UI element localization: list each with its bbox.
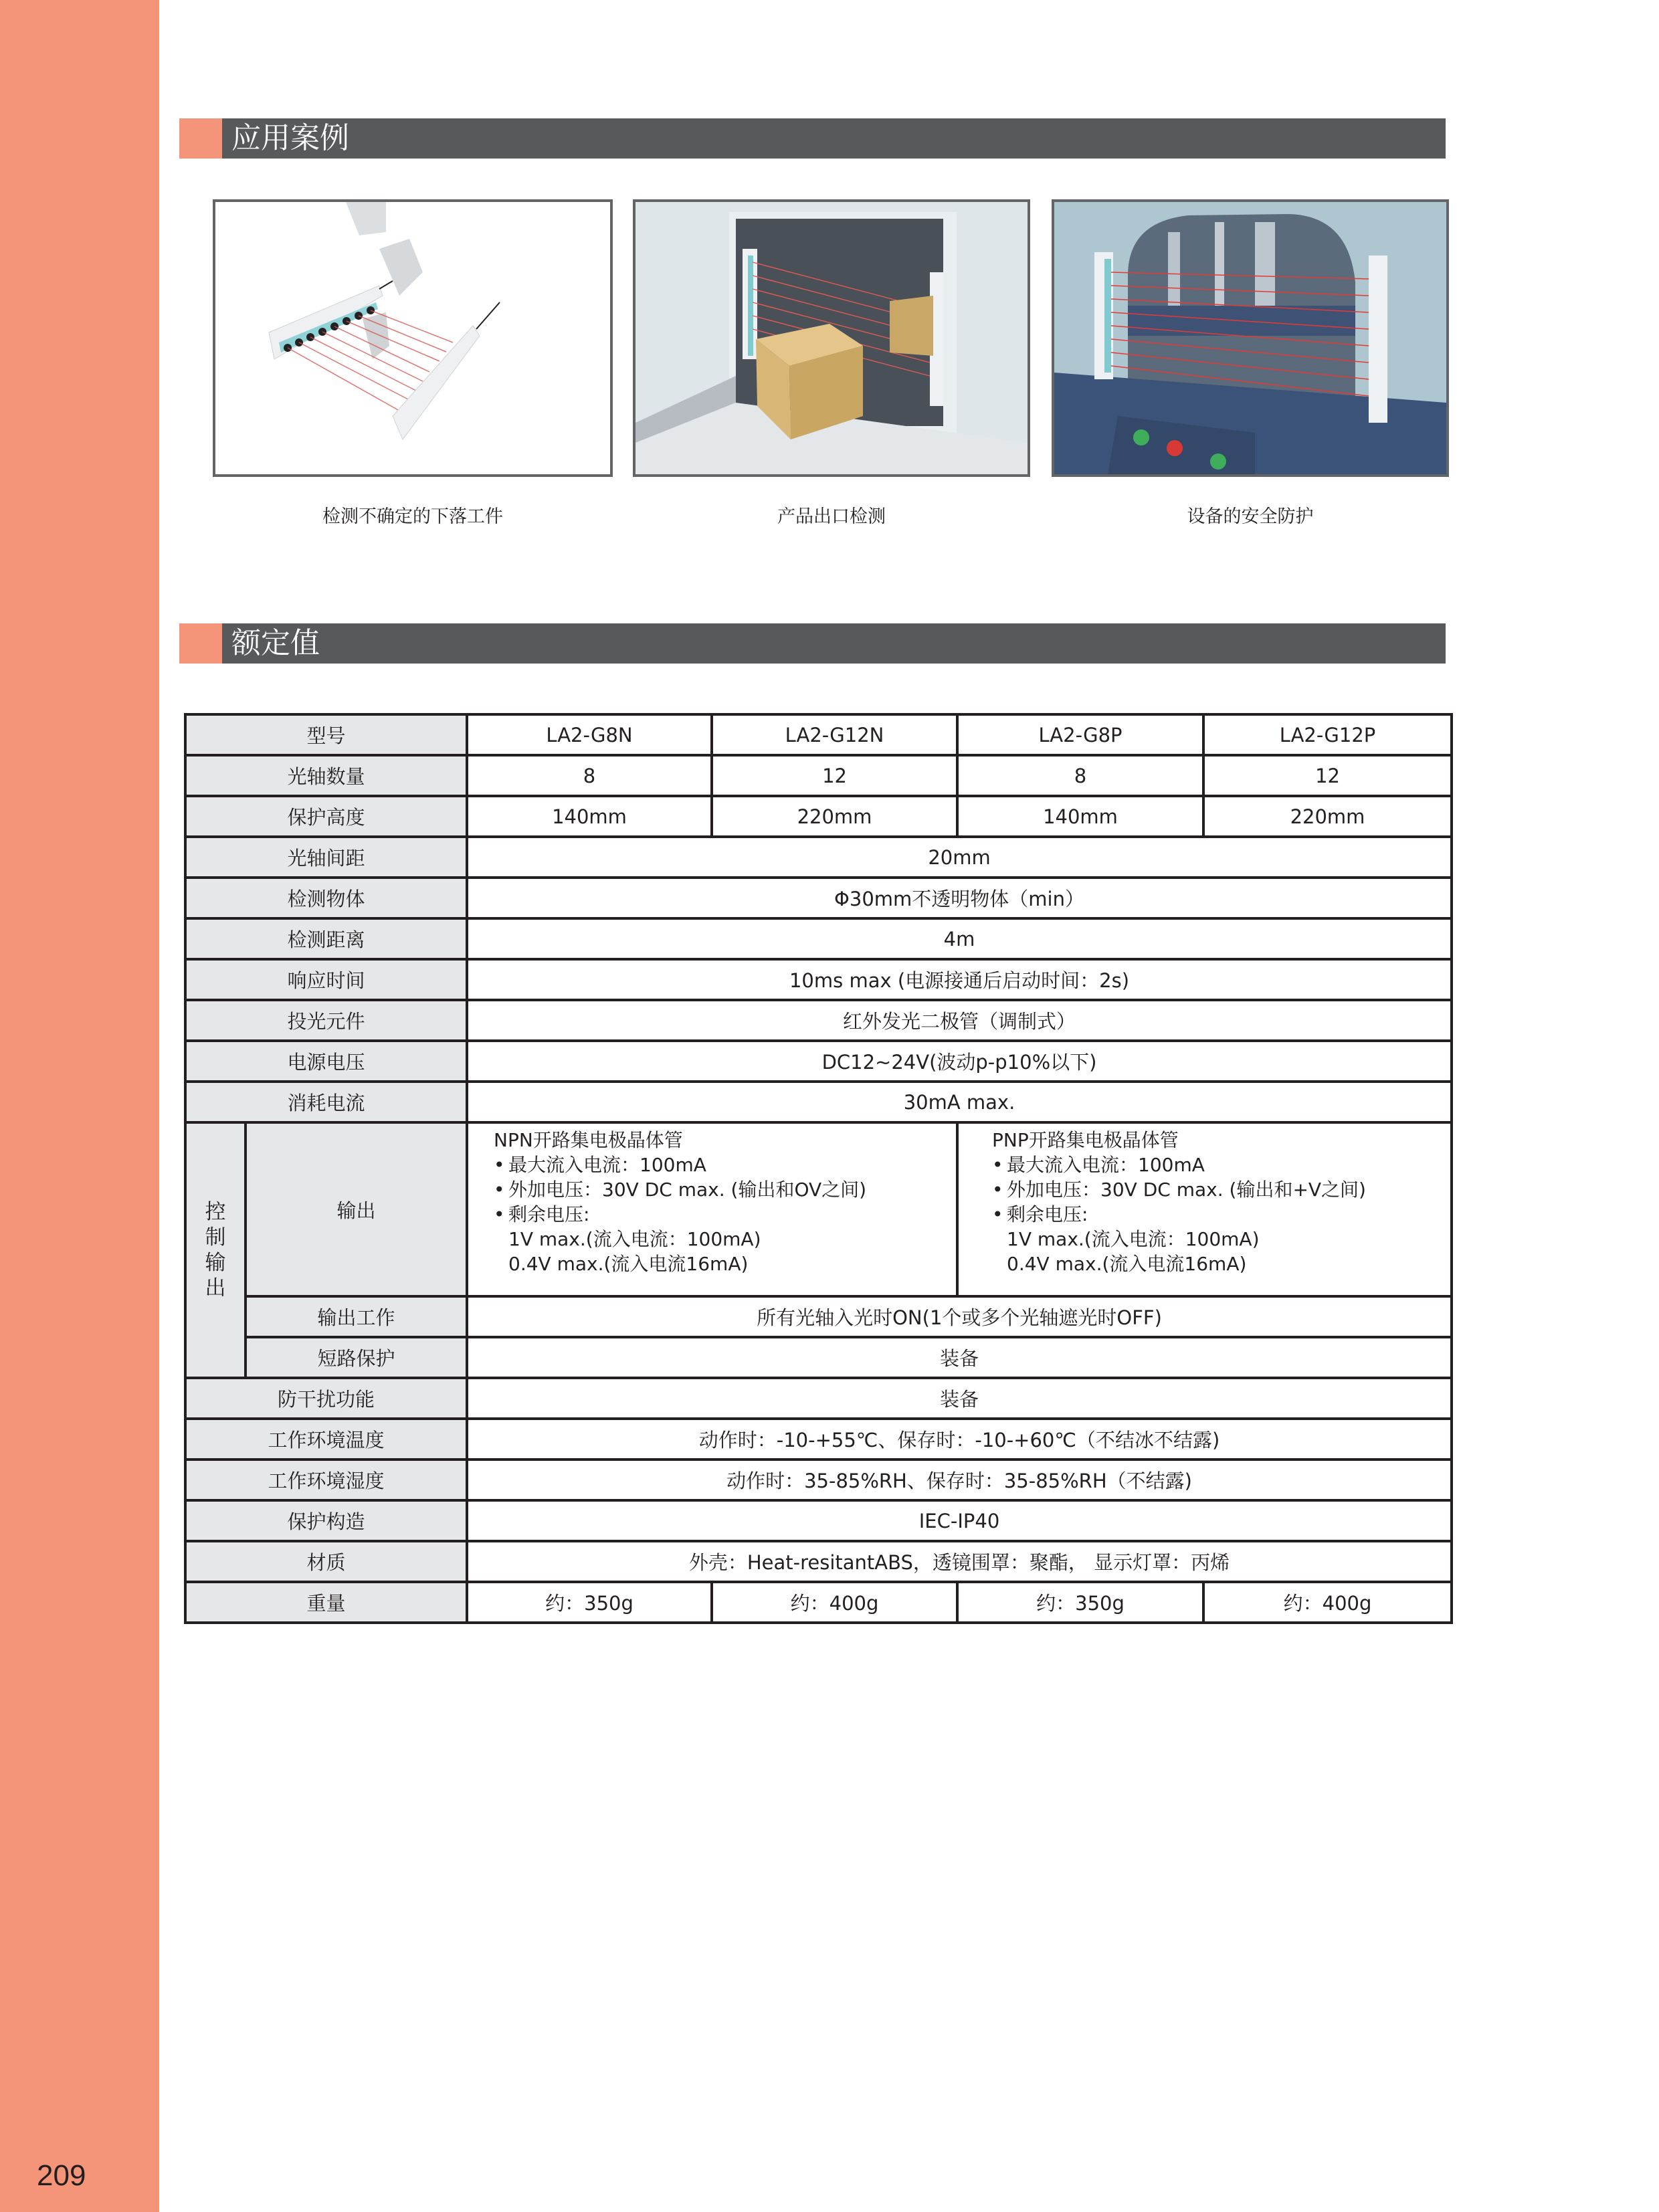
value-cell: 8 (957, 755, 1203, 796)
value-cell: 外壳：Heat-resitantABS，透镜围罩：聚酯， 显示灯罩：丙烯 (467, 1541, 1452, 1582)
value-cell: Φ30mm不透明物体（min） (467, 878, 1452, 918)
row-label: 工作环境温度 (185, 1419, 467, 1460)
value-cell: 30mA max. (467, 1082, 1452, 1122)
model-cell: LA2-G12P (1203, 714, 1452, 755)
table-row-short-protect (185, 1337, 1452, 1378)
pnp-output-cell (957, 1122, 1452, 1296)
row-label: 响应时间 (185, 959, 467, 1000)
npn-output-cell (467, 1122, 957, 1296)
row-label: 检测距离 (185, 918, 467, 959)
ratings-table (184, 713, 1453, 1624)
value-cell: 220mm (1203, 796, 1452, 837)
group-char: 控 (205, 1200, 226, 1224)
table-row-weight (185, 1582, 1452, 1623)
table-row-detect-object (185, 878, 1452, 918)
npn-sub-spec: 0.4V max.(流入电流16mA) (508, 1253, 749, 1275)
table-row-protection (185, 1500, 1452, 1541)
value-cell: 约：400g (1203, 1582, 1452, 1623)
table-row-supply-voltage (185, 1041, 1452, 1082)
model-cell: LA2-G12N (712, 714, 957, 755)
section-header-applications (179, 118, 1446, 159)
section-title: 应用案例 (231, 121, 349, 155)
table-row-anti-interference (185, 1378, 1452, 1419)
value-cell: 所有光轴入光时ON(1个或多个光轴遮光时OFF) (467, 1296, 1452, 1337)
control-output-group-label (185, 1122, 246, 1378)
value-cell: 20mm (467, 837, 1452, 878)
pnp-sub-spec: 1V max.(流入电流：100mA) (1007, 1228, 1260, 1250)
row-label: 短路保护 (246, 1337, 467, 1378)
value-cell: 约：350g (957, 1582, 1203, 1623)
value-cell: DC12~24V(波动p-p10%以下) (467, 1041, 1452, 1082)
section-accent-block (179, 118, 222, 159)
value-cell: 装备 (467, 1337, 1452, 1378)
row-label: 工作环境湿度 (185, 1460, 467, 1500)
bullet-dot-icon: • (992, 1203, 1003, 1225)
npn-spec: 最大流入电流：100mA (508, 1154, 706, 1176)
npn-sub-spec: 1V max.(流入电流：100mA) (508, 1228, 761, 1250)
value-cell: 140mm (467, 796, 712, 837)
npn-spec: 外加电压：30V DC max. (输出和OV之间) (508, 1179, 867, 1201)
section-title: 额定值 (231, 626, 320, 660)
bullet-dot-icon: • (494, 1179, 505, 1201)
bullet-dot-icon: • (992, 1179, 1003, 1201)
bullet-dot-icon: • (992, 1154, 1003, 1176)
row-label: 材质 (185, 1541, 467, 1582)
case-image-press-safety (1052, 199, 1449, 477)
case-image-falling-workpiece (213, 199, 613, 477)
row-label: 保护构造 (185, 1500, 467, 1541)
row-label: 输出工作 (246, 1296, 467, 1337)
value-cell: 10ms max (电源接通后启动时间：2s) (467, 959, 1452, 1000)
case-image-product-exit (633, 199, 1030, 477)
table-row-ambient-temp (185, 1419, 1452, 1460)
table-row-response-time (185, 959, 1452, 1000)
value-cell: 红外发光二极管（调制式） (467, 1000, 1452, 1041)
table-row-current (185, 1082, 1452, 1122)
bullet-dot-icon: • (494, 1203, 505, 1225)
row-label: 防干扰功能 (185, 1378, 467, 1419)
table-row-output (185, 1122, 1452, 1296)
row-label: 电源电压 (185, 1041, 467, 1082)
pnp-title: PNP开路集电极晶体管 (992, 1129, 1179, 1151)
value-cell: 12 (712, 755, 957, 796)
table-row-output-operation (185, 1296, 1452, 1337)
row-label: 检测物体 (185, 878, 467, 918)
pnp-sub-spec: 0.4V max.(流入电流16mA) (1007, 1253, 1247, 1275)
value-cell: 约：350g (467, 1582, 712, 1623)
table-row-detect-distance (185, 918, 1452, 959)
row-label: 光轴间距 (185, 837, 467, 878)
case-caption: 设备的安全防护 (1187, 506, 1314, 527)
bullet-dot-icon: • (494, 1154, 505, 1176)
row-label: 光轴数量 (185, 755, 467, 796)
pnp-spec: 外加电压：30V DC max. (输出和+V之间) (1007, 1179, 1366, 1201)
group-char: 输 (205, 1251, 226, 1275)
value-cell: 动作时：-10-+55℃、保存时：-10-+60℃（不结冰不结露) (467, 1419, 1452, 1460)
pnp-spec: 最大流入电流：100mA (1007, 1154, 1205, 1176)
value-cell: 4m (467, 918, 1452, 959)
table-row-beam-count (185, 755, 1452, 796)
value-cell: IEC-IP40 (467, 1500, 1452, 1541)
page-number: 209 (37, 2159, 86, 2192)
model-cell: LA2-G8N (467, 714, 712, 755)
value-cell: 装备 (467, 1378, 1452, 1419)
row-label: 重量 (185, 1582, 467, 1623)
npn-spec: 剩余电压: (508, 1203, 590, 1225)
table-row-protect-height (185, 796, 1452, 837)
npn-title: NPN开路集电极晶体管 (494, 1129, 683, 1151)
table-row-emitter (185, 1000, 1452, 1041)
group-char: 制 (205, 1225, 226, 1249)
row-label: 消耗电流 (185, 1082, 467, 1122)
table-row-material (185, 1541, 1452, 1582)
table-row-ambient-humidity (185, 1460, 1452, 1500)
model-cell: LA2-G8P (957, 714, 1203, 755)
case-caption: 产品出口检测 (777, 506, 886, 527)
table-row-model (185, 714, 1452, 755)
row-label: 型号 (185, 714, 467, 755)
section-accent-block (179, 623, 222, 664)
value-cell: 约：400g (712, 1582, 957, 1623)
pnp-spec: 剩余电压: (1007, 1203, 1088, 1225)
table-row-beam-pitch (185, 837, 1452, 878)
value-cell: 8 (467, 755, 712, 796)
row-label: 投光元件 (185, 1000, 467, 1041)
value-cell: 140mm (957, 796, 1203, 837)
section-header-ratings (179, 623, 1446, 664)
page-sidebar-strip (0, 0, 159, 2212)
case-caption: 检测不确定的下落工件 (322, 506, 503, 527)
row-label: 保护高度 (185, 796, 467, 837)
row-label: 输出 (246, 1122, 467, 1296)
value-cell: 220mm (712, 796, 957, 837)
group-char: 出 (205, 1276, 226, 1300)
value-cell: 12 (1203, 755, 1452, 796)
value-cell: 动作时：35-85%RH、保存时：35-85%RH（不结露) (467, 1460, 1452, 1500)
